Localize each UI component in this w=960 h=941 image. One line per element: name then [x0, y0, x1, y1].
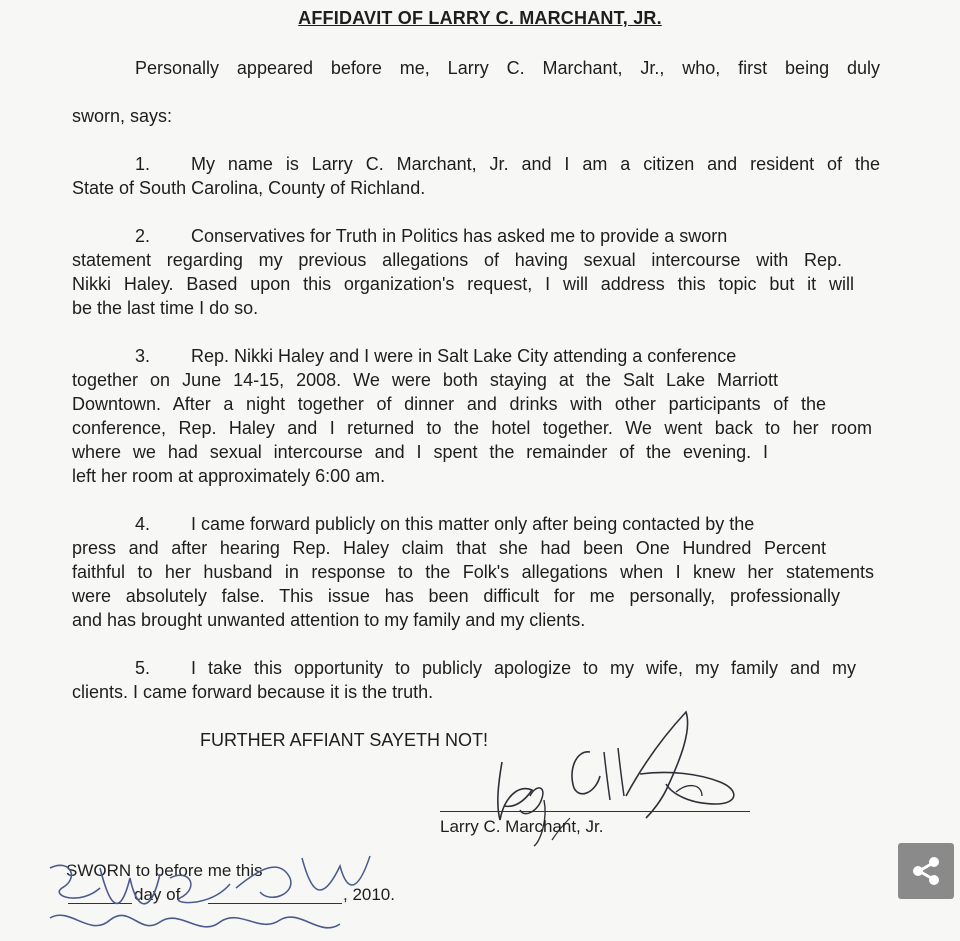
- share-icon: [909, 854, 943, 888]
- signature-line: [440, 811, 750, 812]
- paragraph-4-line-2: press and after hearing Rep. Haley claim that she had been One Hundred Percent: [72, 538, 826, 558]
- paragraph-3-line-4: conference, Rep. Haley and I returned to the hotel together. We went back to her room: [72, 418, 872, 438]
- document-title: AFFIDAVIT OF LARRY C. MARCHANT, JR.: [298, 8, 662, 28]
- paragraph-2-line-2: statement regarding my previous allegations of having sexual intercourse with Rep.: [72, 250, 842, 270]
- paragraph-2-line-4: be the last time I do so.: [72, 298, 259, 318]
- paragraph-3-line-6: left her room at approximately 6:00 am.: [72, 466, 386, 486]
- paragraph-number: 4.: [135, 514, 151, 534]
- sworn-line-1: SWORN to before me this: [66, 861, 263, 880]
- intro-line-1: Personally appeared before me, Larry C. Marchant, Jr., who, first being duly: [135, 58, 880, 78]
- paragraph-number: 5.: [135, 658, 151, 678]
- paragraph-3-line-2: together on June 14-15, 2008. We were both staying at the Salt Lake Marriott: [72, 370, 778, 390]
- paragraph-number: 2.: [135, 226, 151, 246]
- signature-name: Larry C. Marchant, Jr.: [440, 817, 604, 836]
- paragraph-text: I take this opportunity to publicly apologize to my wife, my family and my: [191, 658, 856, 678]
- paragraph-number: 3.: [135, 346, 151, 366]
- paragraph-2-line-1: [135, 224, 727, 248]
- paragraph-text: My name is Larry C. Marchant, Jr. and I am a citizen and resident of the: [191, 154, 880, 174]
- paragraph-4-line-5: and has brought unwanted attention to my family and my clients.: [72, 610, 586, 630]
- paragraph-3-line-1: [135, 344, 736, 368]
- sworn-day-of: day of: [134, 885, 181, 904]
- paragraph-text: Rep. Nikki Haley and I were in Salt Lake City attending a conference: [191, 346, 737, 366]
- paragraph-4-line-1: [135, 512, 754, 536]
- paragraph-5-line-2: clients. I came forward because it is the truth.: [72, 682, 434, 702]
- paragraph-text: Conservatives for Truth in Politics has asked me to provide a sworn: [191, 226, 728, 246]
- paragraph-3-line-3: Downtown. After a night together of dinner and drinks with other participants of the: [72, 394, 826, 414]
- paragraph-3-line-5: where we had sexual intercourse and I spent the remainder of the evening. I: [72, 442, 768, 462]
- paragraph-5-line-1: [135, 656, 856, 680]
- paragraph-number: 1.: [135, 154, 151, 174]
- notary-signature-scrawl: [40, 848, 380, 941]
- paragraph-4-line-4: were absolutely false. This issue has been difficult for me personally, professionally: [72, 586, 840, 606]
- paragraph-1-line-2: State of South Carolina, County of Richland.: [72, 178, 426, 198]
- share-button[interactable]: [898, 843, 954, 899]
- intro-line-2: sworn, says:: [72, 106, 173, 126]
- closing-statement: FURTHER AFFIANT SAYETH NOT!: [200, 730, 489, 750]
- paragraph-text: I came forward publicly on this matter only after being contacted by the: [191, 514, 755, 534]
- paragraph-4-line-3: faithful to her husband in response to the Folk's allegations when I knew her statements: [72, 562, 874, 582]
- paragraph-2-line-3: Nikki Haley. Based upon this organization's request, I will address this topic but it will: [72, 274, 854, 294]
- paragraph-1-line-1: [135, 152, 880, 176]
- sworn-year: , 2010.: [343, 885, 395, 904]
